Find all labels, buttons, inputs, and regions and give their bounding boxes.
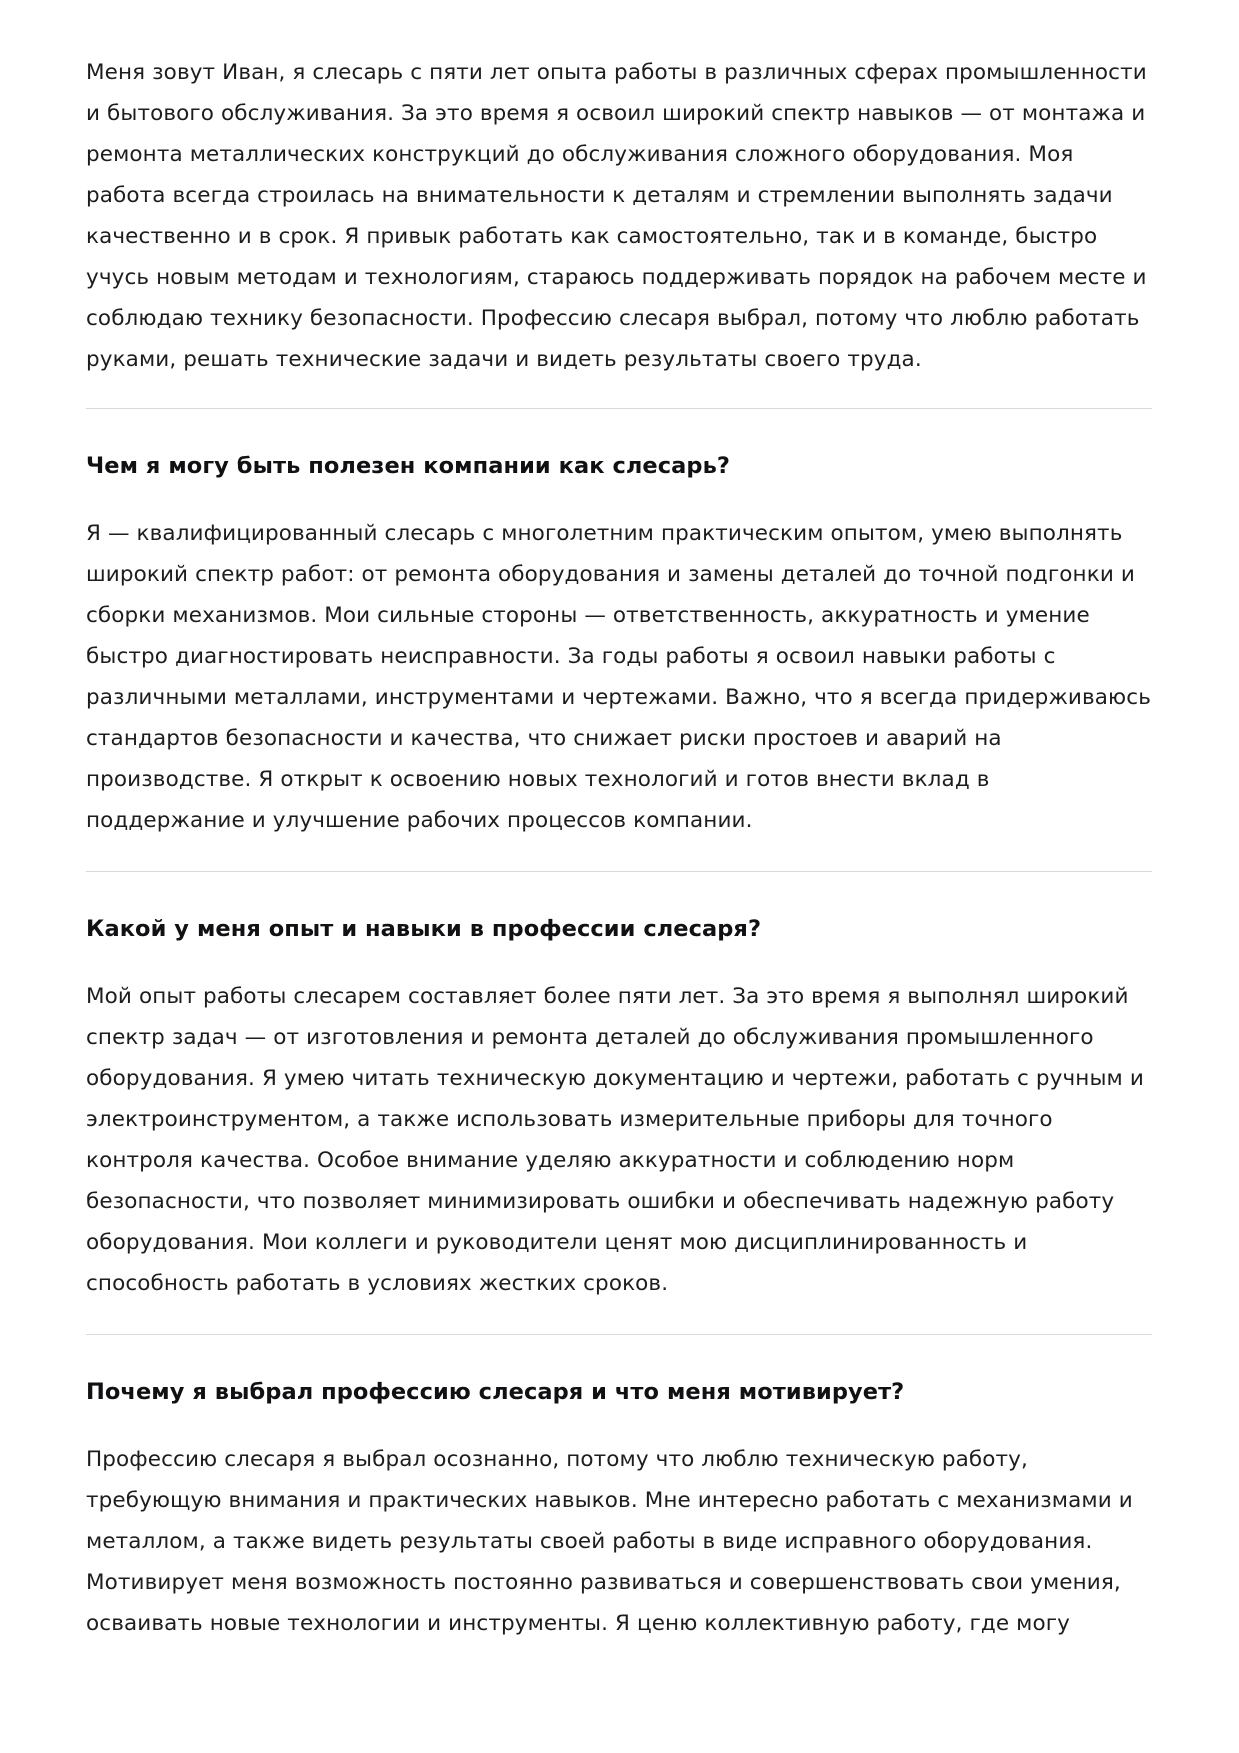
spacer xyxy=(86,409,1152,449)
intro-paragraph: Меня зовут Иван, я слесарь с пяти лет опыта работы в различных сферах промышленности и бытового обслуживания. За это время я освоил широкий спектр навыков — от монтажа и ремонта металлических конструкций до обслуживания сложного оборудования. Моя работа всегда строилась на внимательности к деталям и стремлении выполнять задачи качественно и в срок. Я привык работать как самостоятельно, так и в команде, быстро учусь новым методам и технологиям, стараюсь поддерживать порядок на рабочем месте и соблюдаю технику безопасности. Профессию слесаря выбрал, потому что люблю работать руками, решать технические задачи и видеть результаты своего труда. xyxy=(86,60,1147,372)
qa-section-2 xyxy=(86,872,1152,1335)
document-content xyxy=(86,52,1152,1644)
spacer xyxy=(86,872,1152,912)
qa-section-3 xyxy=(86,1335,1152,1644)
spacer xyxy=(86,946,1152,976)
spacer xyxy=(86,1409,1152,1439)
section-heading: Какой у меня опыт и навыки в профессии слесаря? xyxy=(86,916,762,942)
section-heading: Чем я могу быть полезен компании как слесарь? xyxy=(86,453,731,479)
spacer xyxy=(86,483,1152,513)
section-heading: Почему я выбрал профессию слесаря и что меня мотивирует? xyxy=(86,1379,905,1405)
spacer xyxy=(86,841,1152,871)
section-body: Профессию слесаря я выбрал осознанно, потому что люблю техническую работу, требующую внимания и практических навыков. Мне интересно работать с механизмами и металлом, а также видеть результаты своей работы в виде исправного оборудования. Мотивирует меня возможность постоянно развиваться и совершенствовать свои умения, осваивать новые технологии и инструменты. Я ценю коллективную работу, где могу xyxy=(86,1447,1133,1636)
qa-section-1 xyxy=(86,409,1152,872)
spacer xyxy=(86,1335,1152,1375)
spacer xyxy=(86,380,1152,408)
spacer xyxy=(86,1304,1152,1334)
section-body: Мой опыт работы слесарем составляет более пяти лет. За это время я выполнял широкий спектр задач — от изготовления и ремонта деталей до обслуживания промышленного оборудования. Я умею читать техническую документацию и чертежи, работать с ручным и электроинструментом, а также использовать измерительные приборы для точного контроля качества. Особое внимание уделяю аккуратности и соблюдению норм безопасности, что позволяет минимизировать ошибки и обеспечивать надежную работу оборудования. Мои коллеги и руководители ценят мою дисциплинированность и способность работать в условиях жестких сроков. xyxy=(86,984,1144,1296)
section-body: Я — квалифицированный слесарь с многолетним практическим опытом, умею выполнять широкий спектр работ: от ремонта оборудования и замены деталей до точной подгонки и сборки механизмов. Мои сильные стороны — ответственность, аккуратность и умение быстро диагностировать неисправности. За годы работы я освоил навыки работы с различными металлами, инструментами и чертежами. Важно, что я всегда придерживаюсь стандартов безопасности и качества, что снижает риски простоев и аварий на производстве. Я открыт к освоению новых технологий и готов внести вклад в поддержание и улучшение рабочих процессов компании. xyxy=(86,521,1151,833)
